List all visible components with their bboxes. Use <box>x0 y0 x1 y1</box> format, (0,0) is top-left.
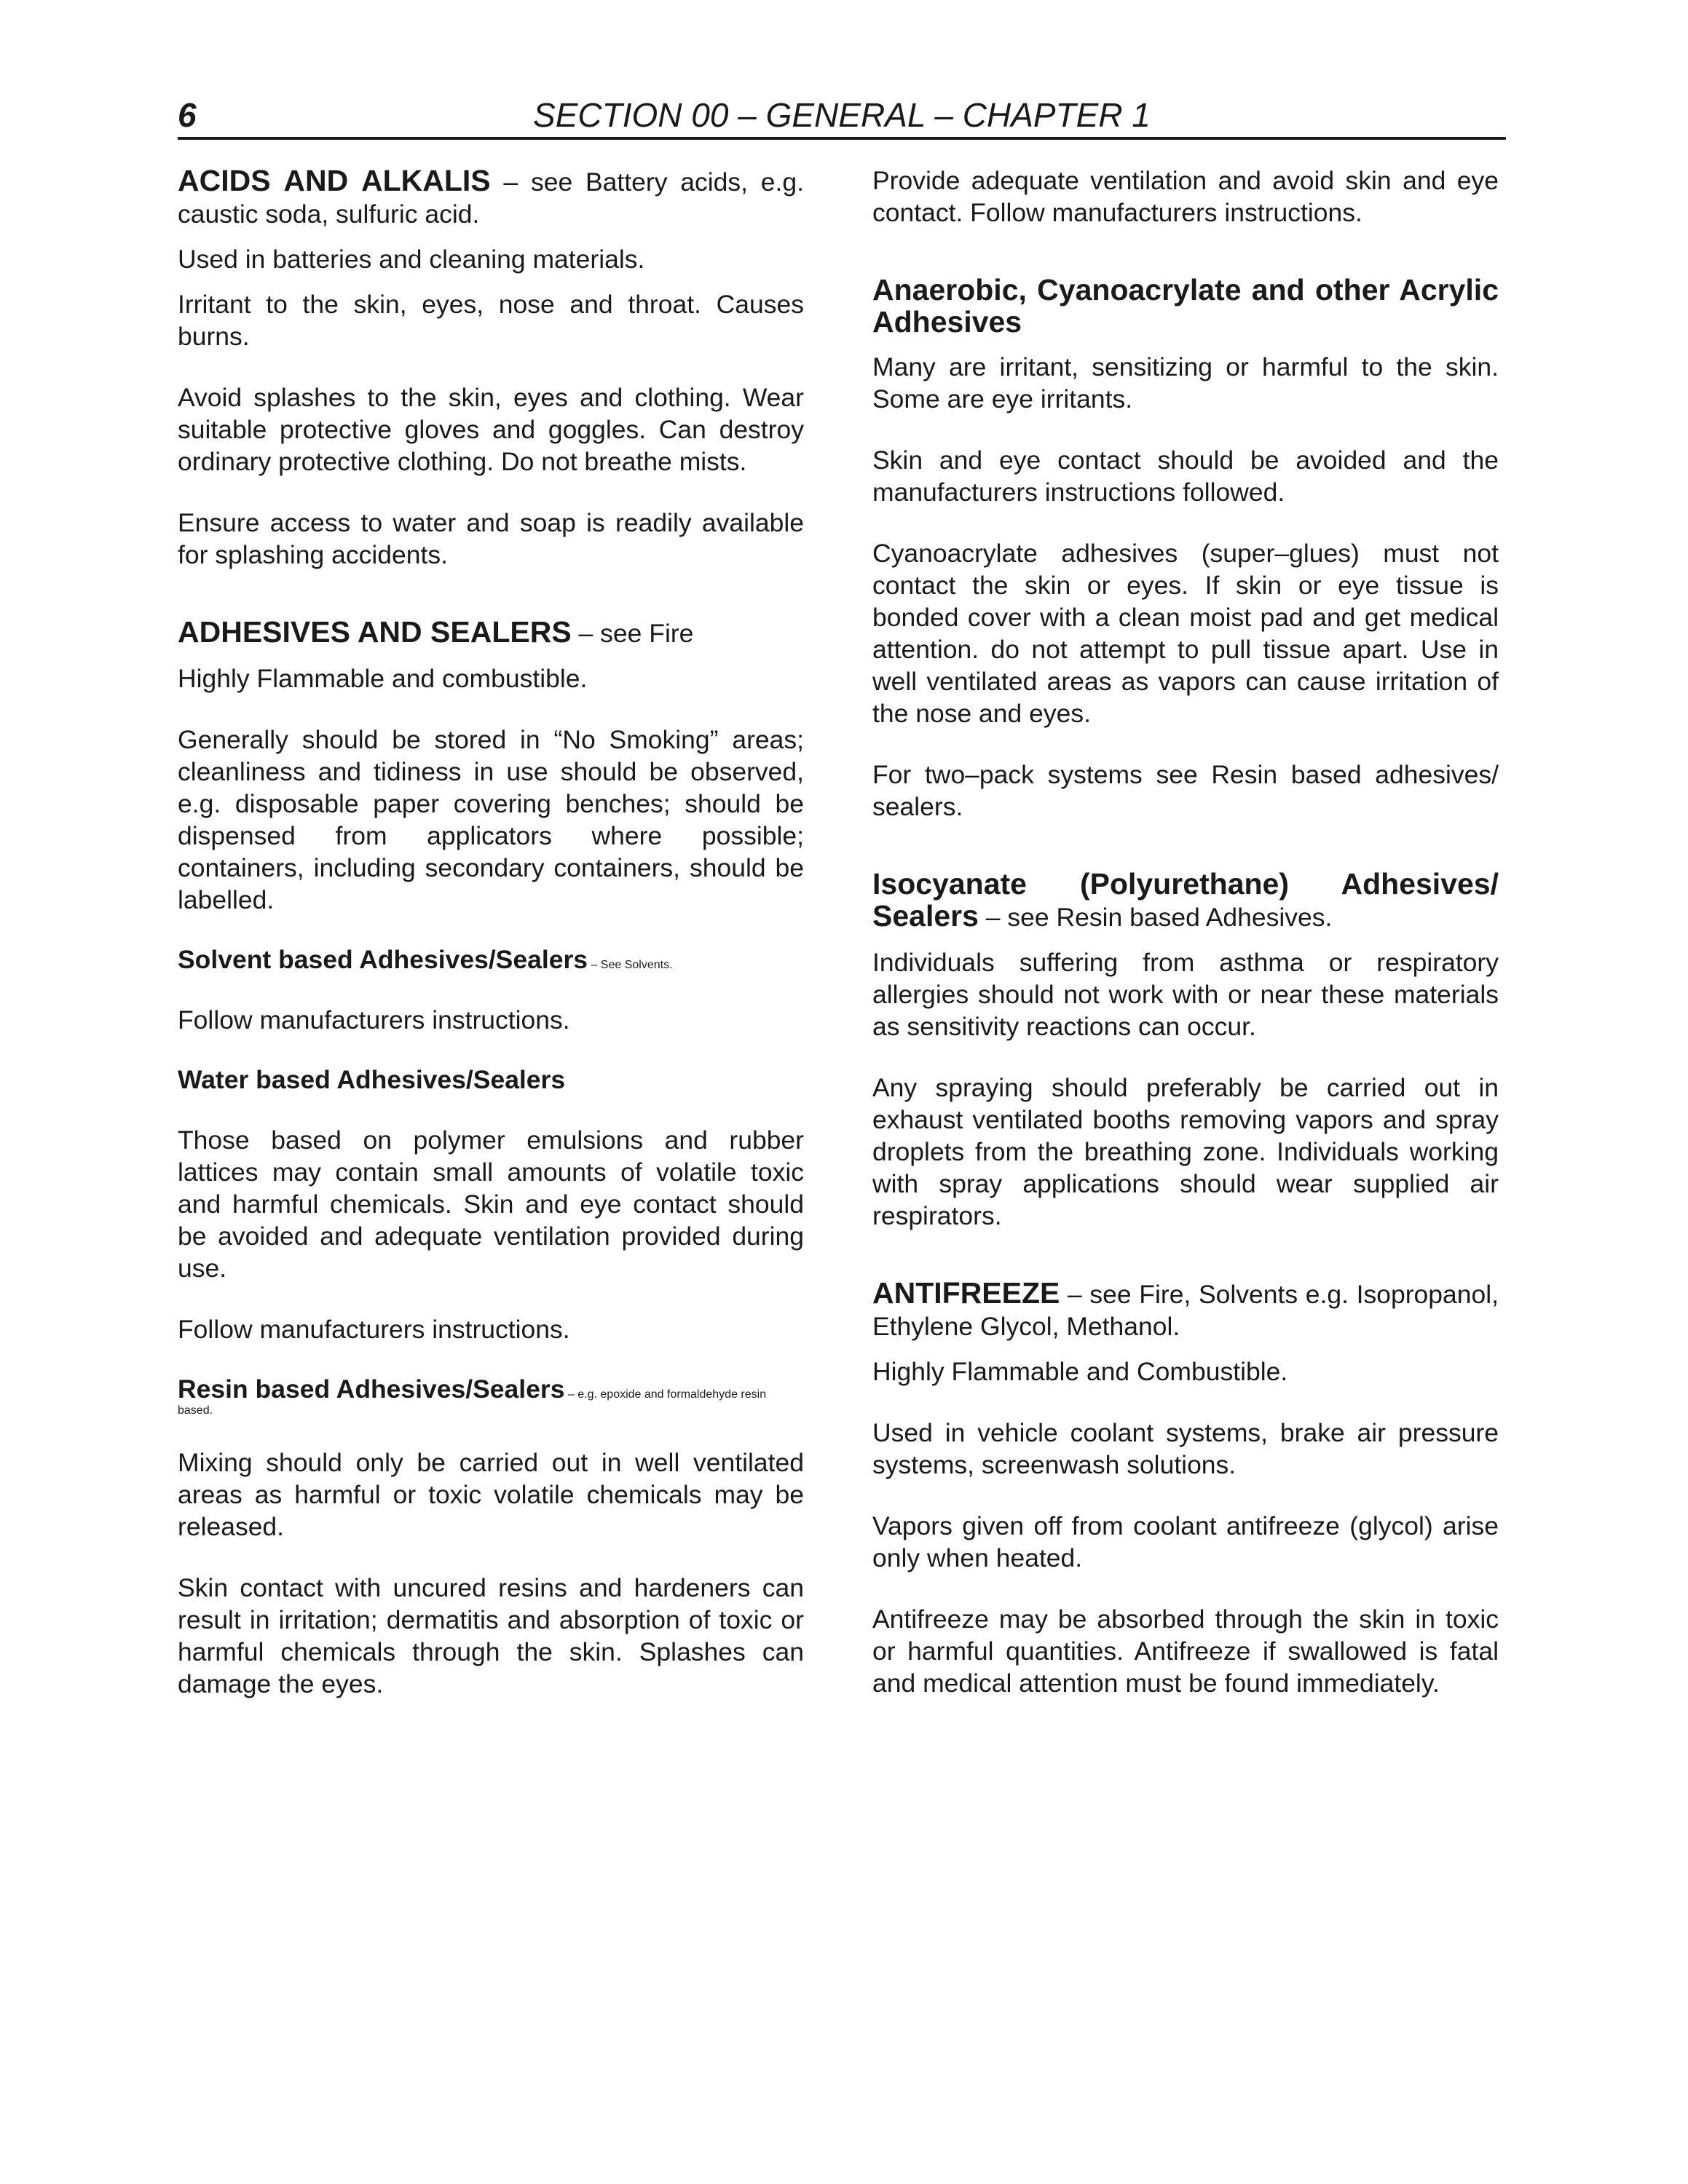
paragraph: Skin and eye contact should be avoided and the manufacturers instructions followed. <box>872 446 1499 507</box>
resin-reference: – e.g. epoxide and formaldehyde resin based. <box>178 1388 767 1417</box>
paragraph: Follow manufacturers instructions. <box>178 1315 570 1344</box>
paragraph: Those based on polymer emulsions and rubber lattices may contain small amounts of volatile toxic and harmful chemicals. Skin and eye contact should be avoided and adequate ventilation provided during use. <box>178 1125 804 1283</box>
paragraph: Mixing should only be carried out in well ventilated areas as harmful or toxic volatile chemicals may be released. <box>178 1448 804 1541</box>
paragraph: For two–pack systems see Resin based adhesives/ sealers. <box>872 760 1499 821</box>
antifreeze-reference: – see Fire, Solvents e.g. Isopropanol, Ethylene Glycol, Methanol. <box>872 1280 1499 1341</box>
solvent-reference: – See Solvents. <box>588 959 673 971</box>
resin-heading: Resin based Adhesives/Sealers <box>178 1374 565 1404</box>
isocyanate-heading-line2: Sealers <box>872 899 979 933</box>
paragraph: Irritant to the skin, eyes, nose and throat. Causes burns. <box>178 290 804 351</box>
paragraph: Antifreeze may be absorbed through the skin in toxic or harmful quantities. Antifreeze if swallowed is fatal and medical attention must be found immediately. <box>872 1605 1499 1698</box>
paragraph: Skin contact with uncured resins and hardeners can result in irritation; dermatitis and absorption of toxic or harmful chemicals through the skin. Splashes can damage the eyes. <box>178 1573 804 1698</box>
paragraph: Individuals suffering from asthma or respiratory allergies should not work with or near these materials as sensitivity reactions can occur. <box>872 948 1499 1041</box>
paragraph: Cyanoacrylate adhesives (super–glues) must not contact the skin or eyes. If skin or eye tissue is bonded cover with a clean moist pad and get medical attention. do not attempt to pull tissue apart. Use in well ventilated areas as vapors can cause irritation of the nose and eyes. <box>872 539 1499 728</box>
acids-reference: – see Battery acids, e.g. caustic soda, sulfuric acid. <box>178 167 804 229</box>
isocyanate-heading-line1: Isocyanate (Polyurethane) Adhesives/ <box>872 867 1499 901</box>
paragraph: Vapors given off from coolant antifreeze (glycol) arise only when heated. <box>872 1511 1499 1572</box>
acids-heading: ACIDS AND ALKALIS <box>178 164 491 197</box>
paragraph: Highly Flammable and Combustible. <box>872 1357 1288 1386</box>
page-number: 6 <box>178 96 197 134</box>
paragraph: Many are irritant, sensitizing or harmful to the skin. Some are eye irritants. <box>872 352 1499 414</box>
section-title: SECTION 00 – GENERAL – CHAPTER 1 <box>533 96 1151 134</box>
adhesives-heading: ADHESIVES AND SEALERS <box>178 615 572 649</box>
adhesives-reference: – see Fire <box>571 619 694 648</box>
paragraph: Used in vehicle coolant systems, brake air pressure systems, screenwash solutions. <box>872 1418 1499 1479</box>
paragraph: Any spraying should preferably be carried out in exhaust ventilated booths removing vapors and spray droplets from the breathing zone. Individuals working with spray applications should wear supplied air respirators. <box>872 1073 1499 1230</box>
left-column <box>178 165 804 1729</box>
adhesives-heading-block <box>178 616 804 649</box>
right-column <box>872 165 1499 1728</box>
antifreeze-heading-block <box>872 1277 1499 1342</box>
solvent-heading: Solvent based Adhesives/Sealers <box>178 945 588 974</box>
paragraph: Used in batteries and cleaning materials. <box>178 245 645 274</box>
paragraph: Ensure access to water and soap is readily available for splashing accidents. <box>178 508 804 569</box>
anaerobic-heading: Anaerobic, Cyanoacrylate and other Acrylic Adhesives <box>872 273 1499 339</box>
antifreeze-heading: ANTIFREEZE <box>872 1276 1060 1310</box>
acids-heading-block <box>178 165 804 230</box>
isocyanate-heading-block <box>872 868 1499 933</box>
paragraph: Follow manufacturers instructions. <box>178 1005 570 1034</box>
paragraph: Generally should be stored in “No Smoking” areas; cleanliness and tidiness in use should be observed, e.g. disposable paper covering benches; should be dispensed from applicators where possible; containers, including secondary containers, should be labelled. <box>178 725 804 914</box>
isocyanate-reference: – see Resin based Adhesives. <box>978 903 1333 932</box>
paragraph: Avoid splashes to the skin, eyes and clothing. Wear suitable protective gloves and goggles. Can destroy ordinary protective clothing. Do not breathe mists. <box>178 383 804 476</box>
paragraph: Provide adequate ventilation and avoid skin and eye contact. Follow manufacturers instructions. <box>872 166 1499 227</box>
page-header <box>178 93 1506 140</box>
paragraph: Highly Flammable and combustible. <box>178 664 588 693</box>
water-heading: Water based Adhesives/Sealers <box>178 1065 566 1094</box>
